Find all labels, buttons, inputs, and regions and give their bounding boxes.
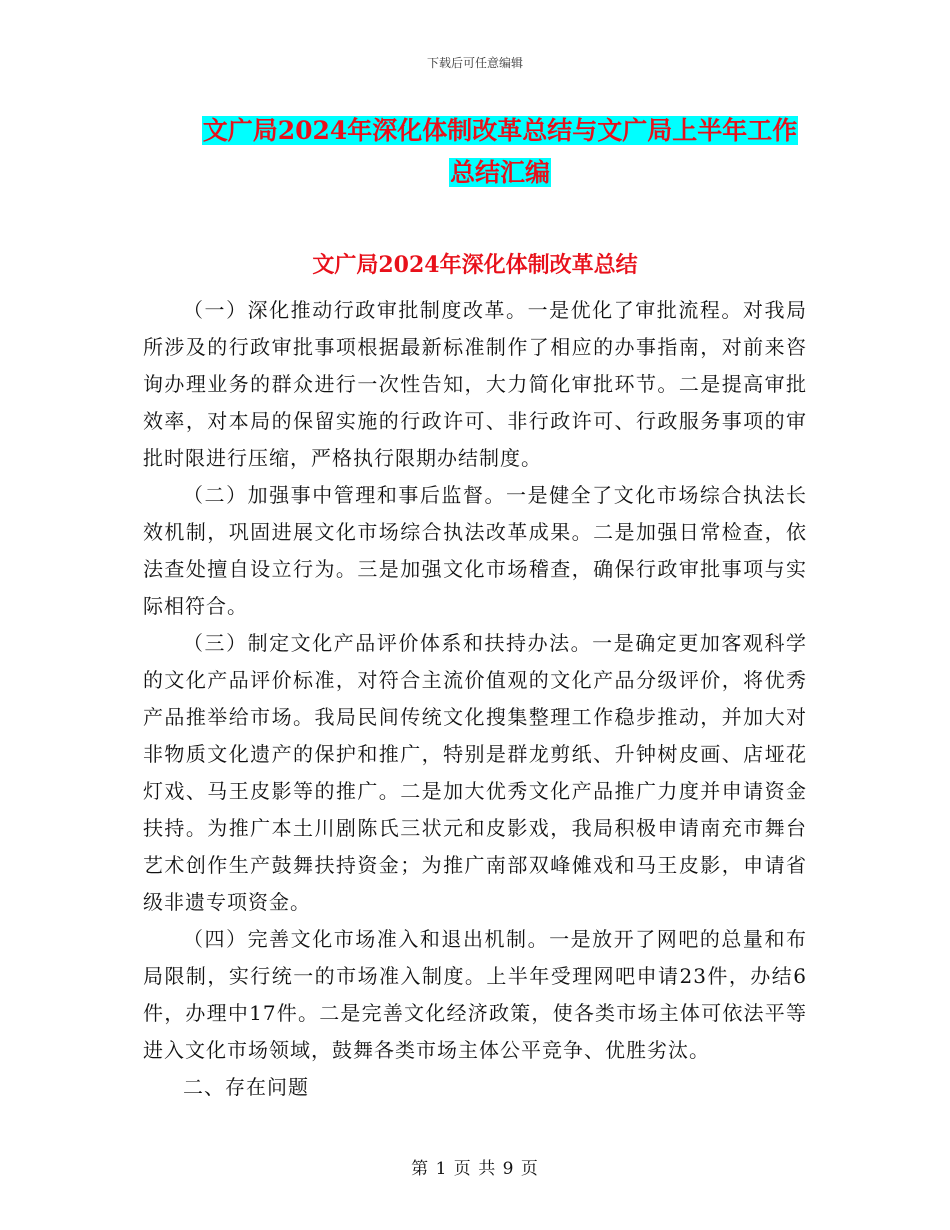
section-title: 文广局2024年深化体制改革总结 bbox=[312, 252, 638, 278]
paragraph: （三）制定文化产品评价体系和扶持办法。一是确定更加客观科学的文化产品评价标准，对符合主流价值观的文化产品分级评价，将优秀产品推举给市场。我局民间传统文化搜集整理工作稳步推动，并加大对非物质文化遗产的保护和推广，特别是群龙剪纸、升钟树皮画、店垭花灯戏、马王皮影等的推广。二是加大优秀文化产品推广力度并申请资金扶持。为推广本土川剧陈氏三状元和皮影戏，我局积极申请南充市舞台艺术创作生产鼓舞扶持资金；为推广南部双峰傩戏和马王皮影，申请省级非遗专项资金。 bbox=[143, 631, 807, 914]
paragraph: （一）深化推动行政审批制度改革。一是优化了审批流程。对我局所涉及的行政审批事项根据最新标准制作了相应的办事指南，对前来咨询办理业务的群众进行一次性告知，大力简化审批环节。二是提高审批效率，对本局的保留实施的行政许可、非行政许可、行政服务事项的审批时限进行压缩，严格执行限期办结制度。 bbox=[143, 298, 807, 470]
paragraph: （二）加强事中管理和事后监督。一是健全了文化市场综合执法长效机制，巩固进展文化市场综合执法改革成果。二是加强日常检查，依法查处擅自设立行为。三是加强文化市场稽查，确保行政审批事项与实际相符合。 bbox=[143, 483, 807, 618]
document-title-line-1: 文广局2024年深化体制改革总结与文广局上半年工作 bbox=[202, 116, 798, 145]
page-number: 第 1 页 共 9 页 bbox=[411, 1159, 539, 1179]
document-body bbox=[143, 292, 807, 1106]
header-note: 下载后可任意编辑 bbox=[426, 56, 523, 70]
document-title bbox=[140, 110, 860, 194]
document-title-line-2: 总结汇编 bbox=[449, 158, 550, 187]
section-heading: 二、存在问题 bbox=[183, 1075, 309, 1099]
paragraph: （四）完善文化市场准入和退出机制。一是放开了网吧的总量和布局限制，实行统一的市场准入制度。上半年受理网吧申请23件，办结6件，办理中17件。二是完善文化经济政策，使各类市场主体可依法平等进入文化市场领域，鼓舞各类市场主体公平竞争、优胜劣汰。 bbox=[143, 927, 807, 1062]
